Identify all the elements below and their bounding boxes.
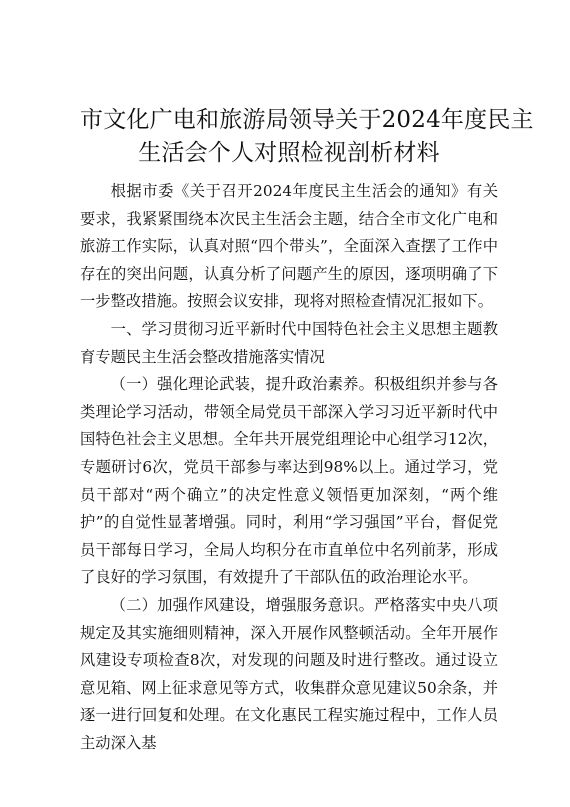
document-title-line-1: 市文化广电和旅游局领导关于2024年度民主 [80,107,534,133]
document-body [80,178,498,757]
intro-paragraph: 根据市委《关于召开2024年度民主生活会的通知》有关要求，我紧紧围绕本次民主生活会主题，结合全市文化广电和旅游工作实际，认真对照“四个带头”，全面深入查摆了工作中存在的突出问题，认真分析了问题产生的原因，逐项明确了下一步整改措施。按照会议安排，现将对照检查情况汇报如下。 [80,182,498,311]
document-title [80,104,534,170]
subsection-paragraph-1: （一）强化理论武装，提升政治素养。积极组织并参与各类理论学习活动，带领全局党员干部深入学习习近平新时代中国特色社会主义思想。全年共开展党组理论中心组学习12次，专题研讨6次，党员干部参与率达到98%以上。通过学习，党员干部对“两个确立”的决定性意义领悟更加深刻，“两个维护”的自觉性显著增强。同时，利用“学习强国”平台，督促党员干部每日学习，全局人均积分在市直单位中名列前茅，形成了良好的学习氛围，有效提升了干部队伍的政治理论水平。 [80,375,498,587]
document-page [80,104,534,757]
document-title-line-2: 生活会个人对照检视剖析材料 [138,140,440,166]
section-heading-1: 一、学习贯彻习近平新时代中国特色社会主义思想主题教育专题民主生活会整改措施落实情况 [80,319,498,366]
subsection-paragraph-2: （二）加强作风建设，增强服务意识。严格落实中央八项规定及其实施细则精神，深入开展作风整顿活动。全年开展作风建设专项检查8次，对发现的问题及时进行整改。通过设立意见箱、网上征求意见等方式，收集群众意见建议50余条，并逐一进行回复和处理。在文化惠民工程实施过程中，工作人员主动深入基 [80,595,498,752]
